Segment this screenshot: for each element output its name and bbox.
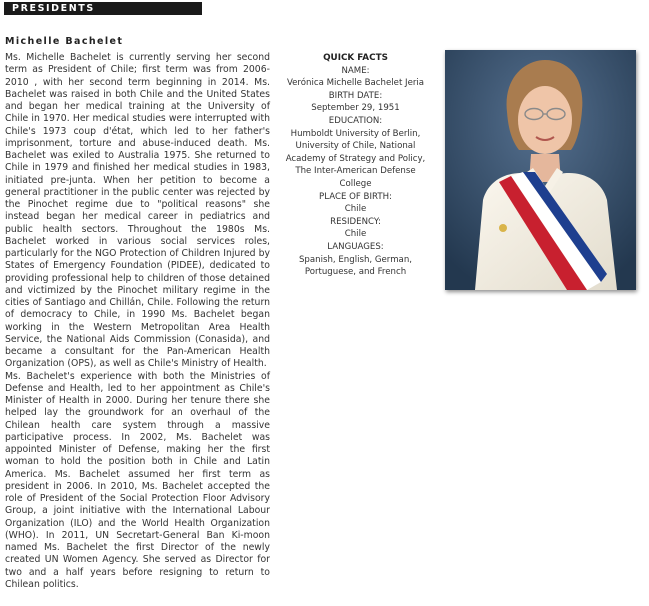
languages-value: Spanish, English, German, Portuguese, and French <box>298 254 413 278</box>
name-label: NAME: <box>341 65 370 76</box>
quick-facts-panel <box>283 52 428 279</box>
education-label: EDUCATION: <box>328 115 383 126</box>
birth-place-label: PLACE OF BIRTH: <box>319 191 392 202</box>
face <box>518 86 572 154</box>
residency-value: Chile <box>344 229 367 240</box>
section-header: PRESIDENTS <box>4 2 202 15</box>
education-value: Humboldt University of Berlin, University of Chile, National Academy of Strategy and Policy, The Inter-American Defense College <box>285 128 426 189</box>
person-name: Michelle Bachelet <box>5 36 124 47</box>
bio-paragraph-2: Ms. Bachelet's experience with both the Ministries of Defense and Health, led to her appointment as Chile's Minister of Health in 2000. During her tenure there she helped lay the groundwork for an overhaul of the Chilean health care system through a massive participative process. In 2002, Ms. Bachelet was appointed Minister of Defense, making her the first woman to hold the position both in Chile and Latin America. Ms. Bachelet assumed her first term as president in 2006. In 2010, Ms. Bachelet accepted the role of President of the Social Protection Floor Advisory Group, a joint initiative with the International Labour Organization (ILO) and the World Health Organization (WHO). In 2011, UN Secretart-General Ban Ki-moon named Ms. Bachelet the first Director of the newly created UN Women Agency. She served as Director for two and a half years before resigning to return to Chilean politics. <box>5 370 270 590</box>
residency-label: RESIDENCY: <box>330 216 381 227</box>
name-value: Verónica Michelle Bachelet Jeria <box>286 78 425 89</box>
bio-paragraph-1: Ms. Michelle Bachelet is currently serving her second term as President of Chile; first term was from 2006-2010 , with her second term beginning in 2014. Ms. Bachelet was raised in both Chile and the United States and began her medical training at the University of Chile in 1970. Her medical studies were interrupted with Chile's 1973 coup d'état, which led to her father's imprisonment, torture and abuse-induced death. Ms. Bachelet was exiled to Australia 1975. She returned to Chile in 1979 and finished her medical studies in 1983, initiated pre-junta. When her petition to become a general practitioner in the public center was rejected by the Pinochet regime due to "political reasons" she instead began her medical career in pediatrics and public health sectors. Throughout the 1980s Ms. Bachelet worked in various social services roles, particularly for the NGO Protection of Children Injured by States of Emergency Foundation (PIDEE), dedicated to providing professional help to children of those detained and victimized by the Pinochet military regime in the cities of Santiago and Chillán, Chile. Following the return of democracy to Chile, in 1990 Ms. Bachelet began working in the Western Metropolitan Area Health Service, the National Aids Commission (Conasida), and became a consultant for the Pan-American Health Organization (OPS), as well as Chile's Ministry of Health. <box>5 52 270 370</box>
languages-label: LANGUAGES: <box>327 241 384 252</box>
birth-date-label: BIRTH DATE: <box>328 90 383 101</box>
biography <box>5 52 270 591</box>
portrait-photo <box>445 50 636 290</box>
birth-date-value: September 29, 1951 <box>311 103 400 114</box>
quick-facts-title: QUICK FACTS <box>323 53 388 63</box>
brooch <box>499 224 507 232</box>
birth-place-value: Chile <box>344 204 367 215</box>
